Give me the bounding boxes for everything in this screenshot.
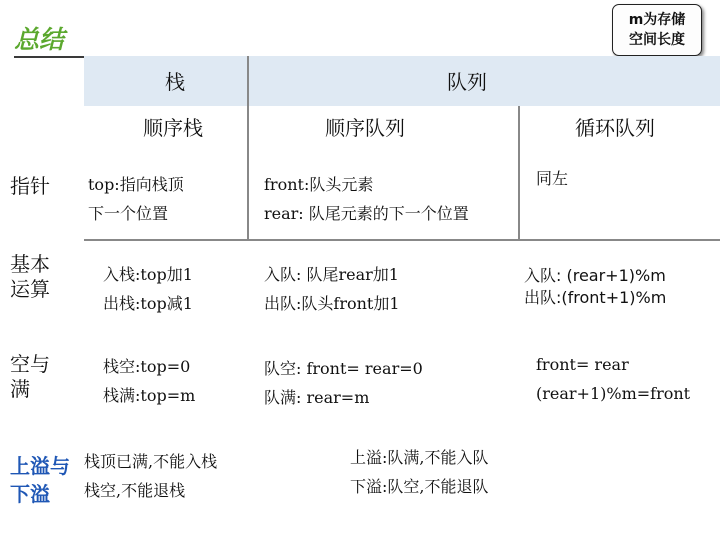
- cell-empty-full-circ-queue: front= rear (rear+1)%m=front: [536, 355, 691, 403]
- note-callout: [612, 4, 702, 56]
- cell-pointer-seq-queue: front:队头元素 rear: 队尾元素的下一个位置: [264, 175, 469, 223]
- cell-pointer-stack: top:指向栈顶 下一个位置: [88, 175, 184, 223]
- cell-ops-stack: 入栈:top加1 出栈:top减1: [103, 265, 193, 313]
- page-title: 总结: [14, 25, 65, 54]
- cell-overflow-queue: 上溢:队满,不能入队 下溢:队空,不能退队: [350, 448, 489, 496]
- divider-seq-circ: [518, 106, 520, 240]
- cell-pointer-circ-queue: 同左: [536, 169, 569, 188]
- row-label-ops: 基本 运算: [10, 252, 50, 301]
- row-label-overflow: 上溢与 下溢: [10, 454, 70, 506]
- header-seq-queue: 顺序队列: [325, 116, 405, 140]
- cell-empty-full-seq-queue: 队空: front= rear=0 队满: rear=m: [264, 359, 423, 407]
- header-seq-stack: 顺序栈: [143, 116, 203, 140]
- cell-ops-seq-queue: 入队: 队尾rear加1 出队:队头front加1: [264, 265, 400, 313]
- header-circ-queue: 循环队列: [575, 116, 655, 140]
- cell-ops-circ-queue: 入队: (rear+1)%m 出队:(front+1)%m: [524, 266, 667, 307]
- cell-empty-full-stack: 栈空:top=0 栈满:top=m: [103, 357, 196, 405]
- cell-overflow-stack: 栈顶已满,不能入栈 栈空,不能退栈: [84, 452, 218, 500]
- divider-stack-queue: [247, 56, 249, 240]
- header-queue: 队列: [447, 70, 487, 94]
- note-text: m为存储 空间长度: [628, 12, 686, 48]
- row-label-pointer: 指针: [10, 174, 50, 198]
- row-label-empty-full: 空与 满: [10, 352, 50, 401]
- header-stack: 栈: [165, 70, 185, 94]
- row-divider-1: [84, 239, 720, 241]
